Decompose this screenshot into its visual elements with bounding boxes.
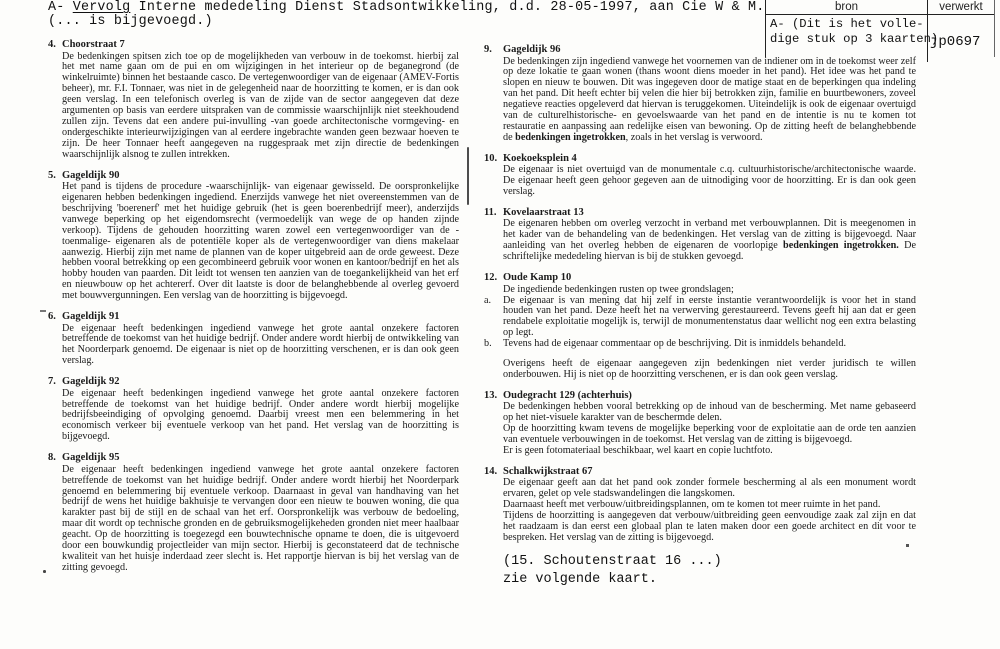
stamp-source-note-line1: A- (Dit is het volle-: [770, 17, 924, 31]
stamp-source-note: [770, 17, 938, 46]
item-content: [503, 153, 916, 198]
right-column: [484, 44, 916, 589]
item-content: [62, 170, 459, 302]
item-content: [62, 452, 459, 574]
typewritten-footnote: [503, 553, 916, 589]
sub-item-body: De eigenaar is van mening dat hij zelf in eerste instantie verantwoordelijk is voor het in stand houden van het pand. Deze heeft het na verwerving gerestaureerd. Tevens geeft hij aan dat er geen rendabele exploitatie mogelijk is, terwijl de monumentenstatus daar wellicht nog een extra belasting op legt.: [503, 294, 916, 339]
body-text: De eigenaren hebben om overleg verzocht in verband met verbouwplannen. Dit is meegenomen in het kader van de behandeling van de bedenkingen. Het verslag van de zitting is bijgevoegd. Naar aanleiding van het overleg hebben de eigenaren de voorlopige: [503, 218, 916, 252]
footnote-line1: (15. Schoutenstraat 16 ...): [503, 553, 722, 569]
item-body: De bedenkingen spitsen zich toe op de mogelijkheden van verbouw in de toekomst. hierbij zal het met name gaan om de pui en om wijzigingen in het interieur op de beganegrond (de winkelruimte) binnen het bestaande casco. De vertegenwoordiger van de eigenaar (AMEV-Fortis beheer), mr. F.I. Tonnaer, was niet in de gelegenheid naar de hoorzitting te komen, er is dan ook geen verslag. In een telefonisch overleg is van de zijde van de sector aangegeven dat deze argumenten op basis van eerdere uitspraken van de commissie waarschijnlijk niet steekhoudend zullen zijn. Tevens dat een andere pui-invulling -van goede architectonische vormgeving- en ondergeschikte interieurwijzigingen van al eerdere ingebrachte wanden geen bezwaar hoeven te zijn. De heer Tonnaer heeft aangegeven na ruggespraak met zijn directie de bedenkingen waarschijnlijk alsnog te zullen intrekken.: [62, 50, 459, 160]
document-header-line1: [48, 1, 765, 15]
item-body: Het pand is tijdens de procedure -waarschijnlijk- van eigenaar gewisseld. De oorspronkelijke eigenaren hebben bedenkingen ingediend. Enerzijds vanwege het niet overeenstemmen van de beschrijving 'boerenerf' met het huidige gebruik (het is geen boerenbedrijf meer), anderzijds vanwege beperking op het eigendomsrecht (vermoedelijk van wege de op handen zijnde verkoop). Tijdens de gehouden hoorzitting waren zowel een vertegenwoordiger van de -toenmalige- eigenaren als de potentiële koper als de vertegenwoordiger van diens makelaar aanwezig. Hierbij zijn met name de plannen van de koper uitgebreid aan de orde geweest. Deze hebben vooral betrekking op een gecombineerd gebruik voor wonen en kantoor/bedrijf en het als hobby houden van paarden. Dit leidt tot wensen ten aanzien van de toegankelijkheid van het erf en nieuwbouw op het achtererf. Over dit laatste is door de belanghebbende al overleg gevoerd met bouwvergunningen. Een verslag van de hoorzitting is bijgevoegd.: [62, 181, 459, 302]
document-header-line2: (... is bijgevoegd.): [48, 14, 213, 29]
sub-item-a: [484, 296, 916, 340]
stamp-processed-column-label: verwerkt: [939, 1, 983, 13]
margin-line-mark: [467, 147, 469, 205]
item-closing-paragraph: Overigens heeft de eigenaar aangegeven zijn bedenkingen niet verder juridisch te willen onderbouwen. Hij is niet op de hoorzitting verschenen, er is dan ook geen verslag.: [503, 358, 916, 380]
list-item-11: [484, 207, 916, 263]
item-body: De eigenaar is niet overtuigd van de monumentale c.q. cultuurhistorische/architectonische waarde. De eigenaar heeft geen gehoor gegeven aan de uitnodiging voor de hoorzitting. Er is dan ook geen verslag.: [503, 164, 916, 198]
item-paragraph: De eigenaar geeft aan dat het pand ook zonder formele bescherming al als een monument wordt ervaren, gelet op vele stadswandelingen die langskomen.: [503, 477, 916, 500]
item-number: 13.: [484, 389, 498, 401]
item-title: Oudegracht 129 (achterhuis): [503, 389, 632, 401]
item-number: 5.: [48, 169, 56, 181]
item-paragraph: De bedenkingen hebben vooral betrekking op de inhoud van de bescherming. Met name gebaseerd op het niet-visuele karakter van de beschermde delen.: [503, 401, 916, 424]
item-number: 4.: [48, 39, 56, 50]
item-number: 7.: [48, 376, 56, 388]
stamp-source-column-label: bron: [834, 1, 859, 13]
item-title: Gageldijk 91: [62, 311, 120, 323]
sub-item-body: Tevens had de eigenaar commentaar op de beschrijving. Dit is inmiddels behandeld.: [503, 338, 847, 350]
item-number: 8.: [48, 452, 56, 464]
item-content: [503, 44, 916, 144]
item-title: Choorstraat 7: [62, 39, 125, 50]
item-content: [62, 311, 459, 367]
footnote-line2: zie volgende kaart.: [503, 571, 657, 587]
header-rest: Interne mededeling Dienst Stadsontwikkeling, d.d. 28-05-1997, aan Cie W & M.: [130, 0, 765, 15]
item-content: [503, 466, 916, 544]
body-text: De schriftelijke mededeling hiervan is bij de stukken gevoegd.: [503, 240, 916, 263]
scan-speck: [43, 570, 46, 573]
list-item-10: [484, 153, 916, 198]
item-intro: De ingediende bedenkingen rusten op twee grondslagen;: [503, 283, 734, 295]
list-item-5: [48, 170, 459, 302]
item-number: 10.: [484, 152, 498, 164]
sub-item-b: [484, 339, 916, 350]
header-prefix: A-: [48, 0, 73, 15]
item-content: [503, 207, 916, 263]
item-title: Schalkwijkstraat 67: [503, 465, 593, 477]
list-item-4: [48, 39, 459, 161]
header-underlined-word: Vervolg: [72, 0, 131, 15]
item-content: [503, 390, 916, 457]
item-title: Gageldijk 96: [503, 44, 561, 55]
stamp-horizontal-rule: [766, 14, 994, 15]
item-title: Kovelaarstraat 13: [503, 206, 584, 218]
item-body: De eigenaar heeft bedenkingen ingediend vanwege het grote aantal onzekere factoren betreffende de toekomst van het huidige bedrijf. Onder andere wordt hierbij mogelijke bedrijfsbeeindiging of opvolging genoemd. Daarbij vreest men een belemmering in het economisch verkeer bij eventuele verkoop van het pand. Het verslag van de hoorzitting is bijgevoegd.: [62, 387, 459, 443]
list-item-8: [48, 452, 459, 574]
item-title: Gageldijk 90: [62, 169, 120, 181]
item-paragraph: Daarnaast heeft met verbouw/uitbreidingsplannen, om te komen tot meer ruimte in het pand.: [503, 499, 881, 511]
item-paragraph: Op de hoorzitting kwam tevens de mogelijke beperking voor de exploitatie aan de orde ten aanzien van eventuele verbouwingen in de toekomst. Het verslag van de zitting is bijgevoegd.: [503, 423, 916, 446]
list-item-7: [48, 376, 459, 443]
item-paragraph: Er is geen fotomateriaal beschikbaar, wel kaart en copie luchtfoto.: [503, 444, 773, 456]
body-text: De bedenkingen zijn ingediend vanwege het voornemen van de indiener om in de toekomst weer zelf op deze lokatie te gaan wonen (thans woont diens moeder in het pand). Het idee was het pand te slopen en nieuw te bouwen. Dit was ingegeven door de matige staat en de beperkingen qua indeling van het pand. Dit heeft echter bij velen die hier bij betrokken zijn, familie en buurtbewoners, zoveel negatieve reacties opgeleverd dat hiervan is teruggekomen. Uiteindelijk is ook de eigenaar overtuigd van de culturelhistorische- en gevoelswaarde van het pand en de intentie is nu te komen tot restauratie en aanpassing aan redelijke eisen van bewoning. Op de zitting heeft de belanghebbende de: [503, 55, 916, 143]
item-title: Gageldijk 95: [62, 452, 120, 464]
bold-phrase: bedenkingen ingetrokken: [515, 131, 626, 143]
left-column: [48, 39, 459, 583]
list-item-9: [484, 44, 916, 144]
item-body: De eigenaar heeft bedenkingen ingediend vanwege het grote aantal onzekere factoren betreffende de toekomst van het huidige bedrijf. Onder andere wordt hierbij het Noorderpark genoemd en belemmering bij eventuele verkoop. Daarnaast in geval van handhaving van het bedrijf de wens het huidige bakhuisje te vervangen door een nieuw te bouwen woning, die qua karakter past bij de stijl en de schaal van het erf. Oorspronkelijk was verbouw de bedoeling, maar dit wordt op technische gronden en de gebruiksmogelijkeheden gronden niet meer haalbaar geacht. Op de hoorzitting is toegezegd een bouwtechnische opname te doen, die is uitgevoerd door een bouwkundig projectleider van mijn sector. Hierbij is geconstateerd dat de technische kwaliteit van het huisje inderdaad zeer slecht is. Het rapportje hiervan is bij het verslag van de zitting gevoegd.: [62, 463, 459, 573]
list-item-14: [484, 466, 916, 544]
item-title: Koekoeksplein 4: [503, 152, 577, 164]
document-header: [48, 1, 765, 29]
stamp-processed-code: jp0697: [930, 34, 981, 50]
sub-item-label: a.: [484, 294, 492, 306]
sub-item-label: b.: [484, 338, 492, 350]
item-number: 14.: [484, 465, 498, 477]
item-title: Oude Kamp 10: [503, 272, 572, 284]
list-item-12: [484, 272, 916, 381]
item-body: De eigenaar heeft bedenkingen ingediend vanwege het grote aantal onzekere factoren betreffende de toekomst van het huidige bedrijf. Onder andere wordt hierbij de ontwikkeling van het Noorderpark genoemd. De eigenaar is niet op de hoorzitting verschenen, er is dan ook geen verslag.: [62, 322, 459, 367]
list-item-6: [48, 311, 459, 367]
item-number: 6.: [48, 311, 56, 323]
item-number: 9.: [484, 44, 492, 55]
body-text: , zoals in het verslag is verwoord.: [625, 131, 763, 143]
item-number: 12.: [484, 272, 498, 284]
item-body: [503, 219, 916, 263]
margin-dash-mark: [40, 310, 46, 312]
item-number: 11.: [484, 206, 497, 218]
stamp-source-note-line2: dige stuk op 3 kaarten): [770, 31, 939, 46]
item-content: [62, 39, 459, 161]
item-content: [62, 376, 459, 443]
item-title: Gageldijk 92: [62, 376, 120, 388]
list-item-13: [484, 390, 916, 457]
scan-speck: [906, 544, 909, 547]
bold-phrase: bedenkingen ingetrokken.: [783, 240, 899, 252]
item-paragraph: Tijdens de hoorzitting is aangegeven dat verbouw/uitbreiding geen eenvoudige zaak zal zijn en dat het raadzaam is dan eerst een globaal plan te laten maken door een goede architect en dit voor te bespreken. Het verslag van de zitting is bijgevoegd.: [503, 510, 916, 543]
item-body: [503, 57, 916, 144]
